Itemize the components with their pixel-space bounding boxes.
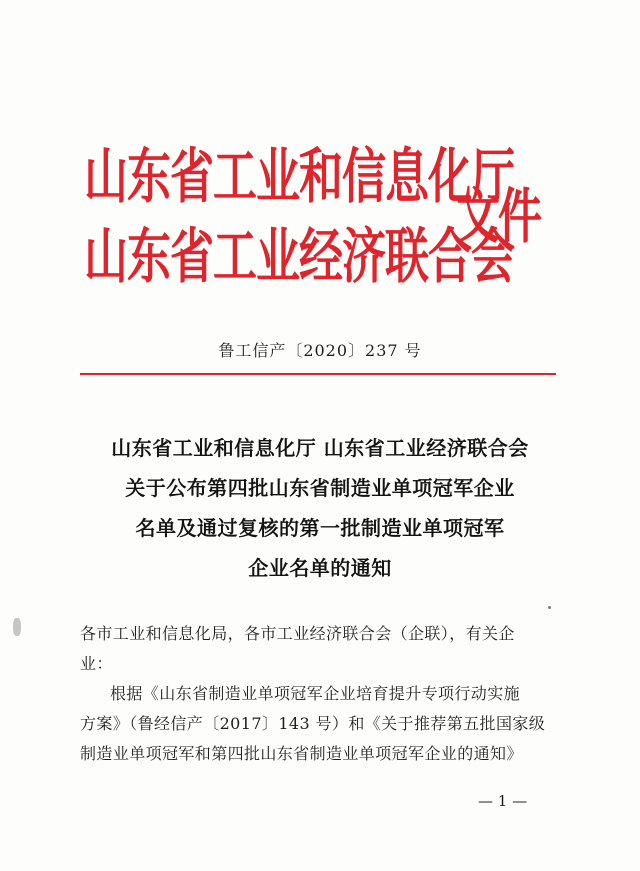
salutation-line-2: 业： bbox=[80, 654, 113, 673]
title-line-4: 企业名单的通知 bbox=[248, 556, 392, 580]
paragraph-line-1: 根据《山东省制造业单项冠军企业培育提升专项行动实施 bbox=[110, 684, 521, 703]
scan-dot bbox=[548, 606, 551, 609]
title-line-3: 名单及通过复核的第一批制造业单项冠军 bbox=[135, 516, 505, 540]
document-body bbox=[80, 619, 556, 769]
page-number: — 1 — bbox=[478, 792, 528, 810]
scan-artifact bbox=[13, 618, 21, 636]
paragraph-line-3: 制造业单项冠军和第四批山东省制造业单项冠军企业的通知》 bbox=[80, 744, 523, 763]
salutation-line-1: 各市工业和信息化局，各市工业经济联合会（企联），有关企 bbox=[80, 624, 515, 643]
document-title bbox=[0, 428, 640, 588]
letterhead-file-word: 文件 bbox=[456, 182, 540, 252]
red-divider-line bbox=[80, 373, 556, 375]
title-line-2: 关于公布第四批山东省制造业单项冠军企业 bbox=[125, 476, 515, 500]
title-line-1: 山东省工业和信息化厅 山东省工业经济联合会 bbox=[111, 436, 529, 460]
issuer-name-1: 山东省工业和信息化厅 bbox=[84, 142, 514, 212]
document-number: 鲁工信产〔2020〕237 号 bbox=[218, 341, 422, 360]
paragraph-line-2: 方案》（鲁经信产〔2017〕143 号）和《关于推荐第五批国家级 bbox=[80, 714, 546, 733]
issuer-name-2: 山东省工业经济联合会 bbox=[84, 222, 514, 292]
